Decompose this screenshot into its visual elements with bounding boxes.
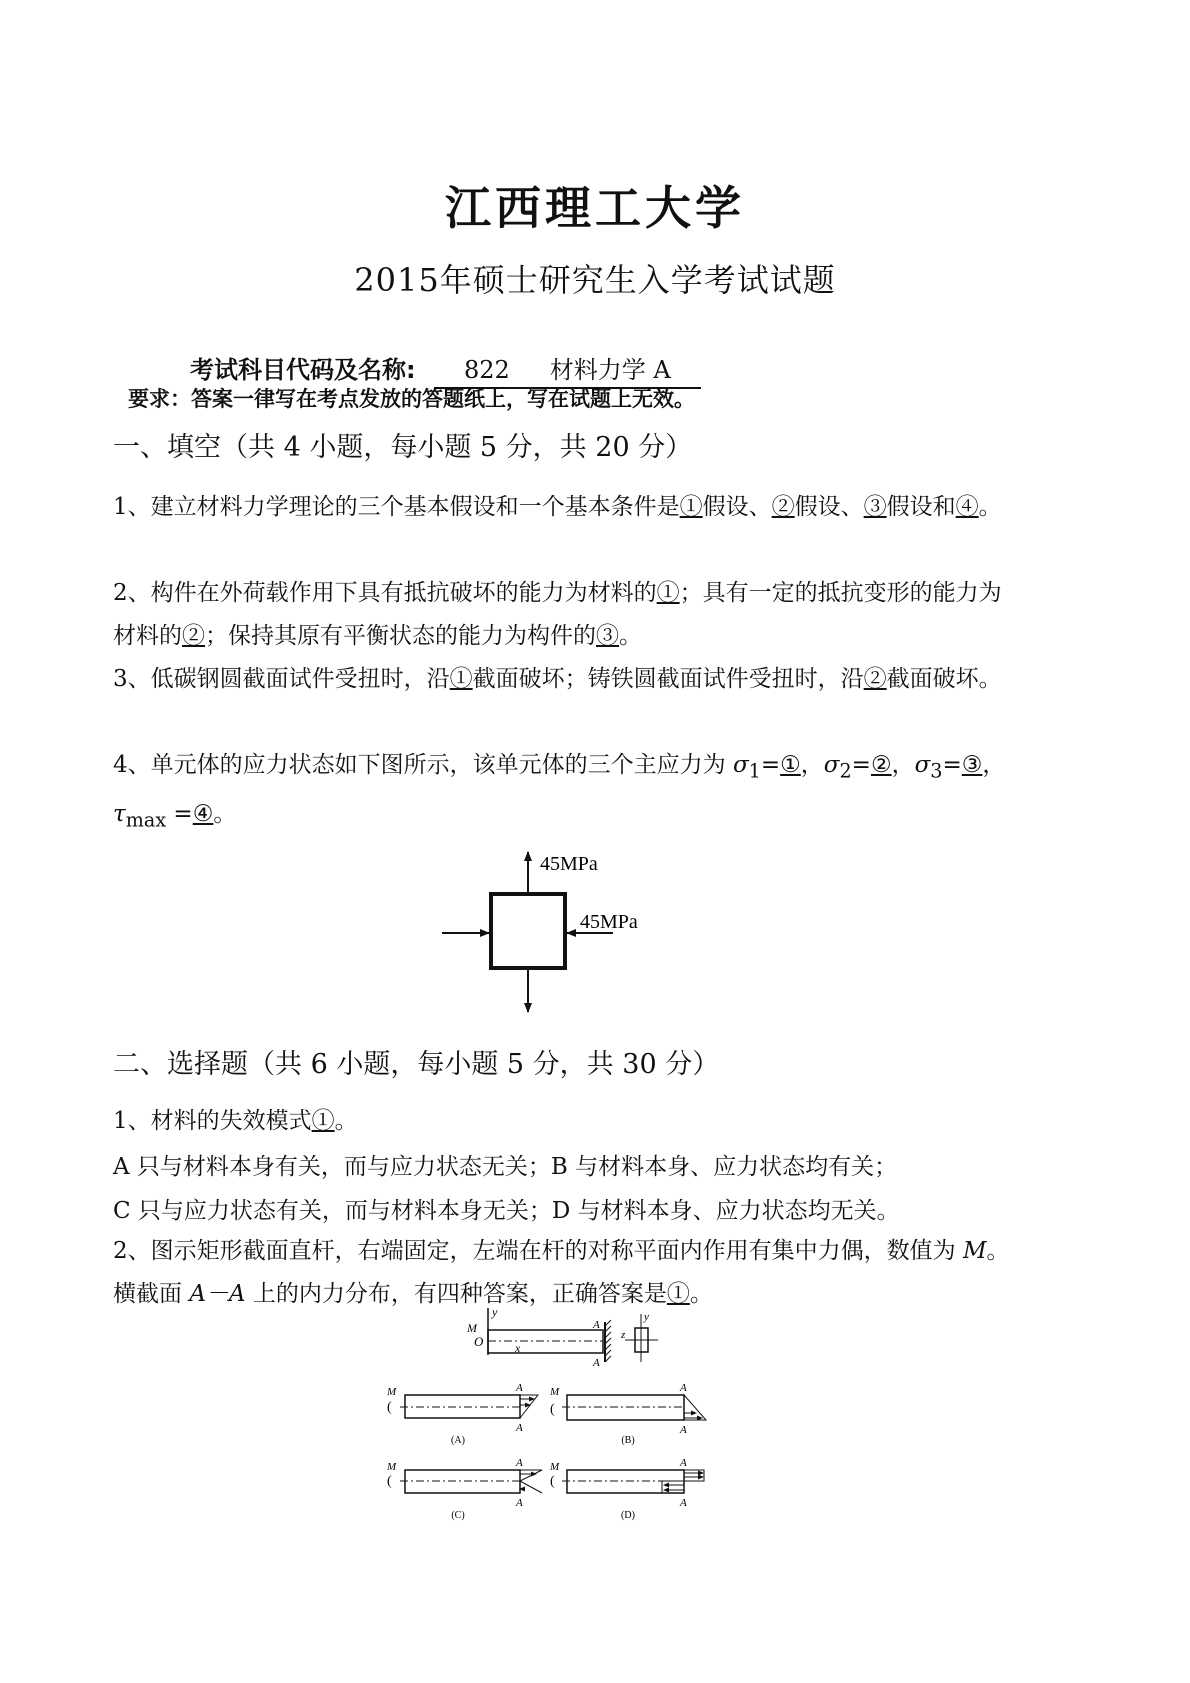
blank-4: ④ bbox=[192, 800, 214, 827]
sigma-symbol: σ bbox=[732, 752, 749, 778]
y-axis-label: y bbox=[492, 1305, 498, 1319]
blank-2: ② bbox=[870, 752, 892, 778]
moment-label: M bbox=[550, 1461, 560, 1473]
s1-question-4 bbox=[113, 744, 1013, 841]
section-label: A bbox=[680, 1457, 687, 1469]
section-label: A bbox=[516, 1497, 523, 1509]
q-text: 。 bbox=[619, 623, 642, 649]
blank-1: ① bbox=[666, 1281, 690, 1307]
q-text: 。横截面 bbox=[113, 1238, 1010, 1307]
q-text: ， bbox=[982, 752, 1006, 778]
section1-heading: 一、填空（共 4 小题，每小题 5 分，共 20 分） bbox=[113, 432, 693, 463]
moment-label: M bbox=[387, 1461, 397, 1473]
q-text: = bbox=[851, 752, 871, 778]
q-text: 。 bbox=[213, 800, 237, 827]
tau-symbol: τ bbox=[113, 800, 126, 827]
subscript: 1 bbox=[748, 759, 761, 783]
q-text: ；具有一定的抵抗变形的能力为材料的 bbox=[113, 580, 1002, 649]
blank-4: ④ bbox=[955, 494, 979, 520]
q-text: = bbox=[942, 752, 962, 778]
section-label: A bbox=[516, 1422, 523, 1434]
stress-element-figure bbox=[420, 840, 680, 1040]
section-label: A bbox=[680, 1382, 687, 1394]
option-d-label: (D) bbox=[621, 1510, 635, 1521]
subject-code: 822 bbox=[463, 356, 510, 384]
q-text: = bbox=[166, 800, 193, 827]
blank-2: ② bbox=[771, 494, 795, 520]
q-text: 截面破坏。 bbox=[886, 666, 1002, 692]
q-text: 4、单元体的应力状态如下图所示，该单元体的三个主应力为 bbox=[113, 752, 733, 778]
option-b-label: (B) bbox=[621, 1435, 635, 1446]
answer-options-figure bbox=[350, 1375, 730, 1535]
q-text: 1、建立材料力学理论的三个基本假设和一个基本条件是 bbox=[113, 494, 680, 520]
option-a-diagram bbox=[386, 1382, 538, 1446]
moment-arc-icon: ( bbox=[550, 1474, 555, 1489]
university-title: 江西理工大学 bbox=[445, 181, 745, 235]
blank-3: ③ bbox=[596, 623, 619, 649]
option-c-diagram bbox=[386, 1457, 542, 1521]
vertical-stress-label: 45MPa bbox=[540, 853, 598, 875]
q-text: 。 bbox=[689, 1281, 713, 1307]
q-text: 上的内力分布，有四种答案，正确答案是 bbox=[245, 1281, 667, 1307]
s2-q1-options-cd: C 只与应力状态有关，而与材料本身无关；D 与材料本身、应力状态均无关。 bbox=[113, 1198, 900, 1224]
blank-2: ② bbox=[863, 666, 887, 692]
blank-1: ① bbox=[780, 752, 801, 778]
cantilever-beam-figure bbox=[420, 1300, 680, 1380]
option-c-label: (C) bbox=[451, 1510, 465, 1521]
blank-1: ① bbox=[656, 580, 680, 606]
q-text: 2、图示矩形截面直杆，右端固定，左端在杆的对称平面内作用有集中力偶，数值为 bbox=[113, 1238, 963, 1264]
origin-label: O bbox=[474, 1334, 484, 1349]
q-text: 假设和 bbox=[886, 494, 956, 520]
subscript: 2 bbox=[839, 759, 852, 783]
q-text: 3、低碳钢圆截面试件受扭时，沿 bbox=[113, 666, 450, 692]
option-a-label: (A) bbox=[451, 1435, 465, 1446]
moment-label: M bbox=[550, 1386, 560, 1398]
s2-question-1 bbox=[113, 1100, 1013, 1143]
option-d-diagram bbox=[549, 1457, 704, 1521]
q-text: ， bbox=[891, 752, 915, 778]
subscript: max bbox=[125, 808, 167, 832]
s1-question-3 bbox=[113, 658, 1013, 701]
subject-name: 材料力学 A bbox=[549, 356, 671, 384]
blank-3: ③ bbox=[961, 752, 983, 778]
subject-label: 考试科目代码及名称: bbox=[190, 356, 416, 384]
blank-3: ③ bbox=[863, 494, 887, 520]
unit-element-square bbox=[491, 894, 565, 968]
s2-q1-options-ab: A 只与材料本身有关，而与应力状态无关；B 与材料本身、应力状态均有关； bbox=[113, 1154, 898, 1180]
q-text: = bbox=[760, 752, 781, 778]
requirement-note: 要求：答案一律写在考点发放的答题纸上，写在试题上无效。 bbox=[128, 387, 695, 411]
q-text: 1、材料的失效模式 bbox=[113, 1108, 312, 1134]
subscript: 3 bbox=[930, 759, 943, 783]
blank-1: ① bbox=[449, 666, 473, 692]
cross-section-y-label: y bbox=[644, 1311, 649, 1323]
q-text: 。 bbox=[978, 494, 1002, 520]
section-label-top: A bbox=[593, 1319, 600, 1331]
moment-arc-icon: ( bbox=[387, 1474, 392, 1489]
section-symbol: A－A bbox=[189, 1281, 246, 1307]
q-text: 。 bbox=[334, 1108, 358, 1134]
q-text: 假设、 bbox=[702, 494, 772, 520]
cross-section-z-label: z bbox=[621, 1329, 626, 1341]
section-label: A bbox=[516, 1457, 523, 1469]
section-label: A bbox=[516, 1382, 523, 1394]
sigma-symbol: σ bbox=[914, 752, 931, 778]
moment-label: M bbox=[387, 1386, 397, 1398]
section-label: A bbox=[680, 1424, 687, 1436]
exam-title: 2015年硕士研究生入学考试试题 bbox=[354, 261, 836, 299]
q-text: 假设、 bbox=[794, 494, 864, 520]
q-text: ；保持其原有平衡状态的能力为构件的 bbox=[205, 623, 596, 649]
q-text: ， bbox=[800, 752, 824, 778]
section-label: A bbox=[680, 1497, 687, 1509]
section2-heading: 二、选择题（共 6 小题，每小题 5 分，共 30 分） bbox=[113, 1049, 720, 1080]
q-text: 截面破坏；铸铁圆截面试件受扭时，沿 bbox=[472, 666, 864, 692]
moment-arc-icon: ( bbox=[387, 1400, 392, 1415]
blank-1: ① bbox=[311, 1108, 335, 1134]
moment-arc-icon: ( bbox=[550, 1402, 555, 1417]
s1-question-1 bbox=[113, 486, 1013, 529]
moment-symbol: M bbox=[962, 1238, 987, 1264]
section-label-bottom: A bbox=[593, 1357, 600, 1369]
s1-question-2 bbox=[113, 572, 1013, 658]
option-b-diagram bbox=[549, 1382, 706, 1446]
blank-2: ② bbox=[182, 623, 205, 649]
sigma-symbol: σ bbox=[823, 752, 840, 778]
moment-label: M bbox=[467, 1321, 477, 1335]
blank-1: ① bbox=[679, 494, 703, 520]
horizontal-stress-label: 45MPa bbox=[580, 911, 638, 933]
q-text: 2、构件在外荷载作用下具有抵抗破坏的能力为材料的 bbox=[113, 580, 657, 606]
x-axis-label: x bbox=[515, 1341, 521, 1355]
